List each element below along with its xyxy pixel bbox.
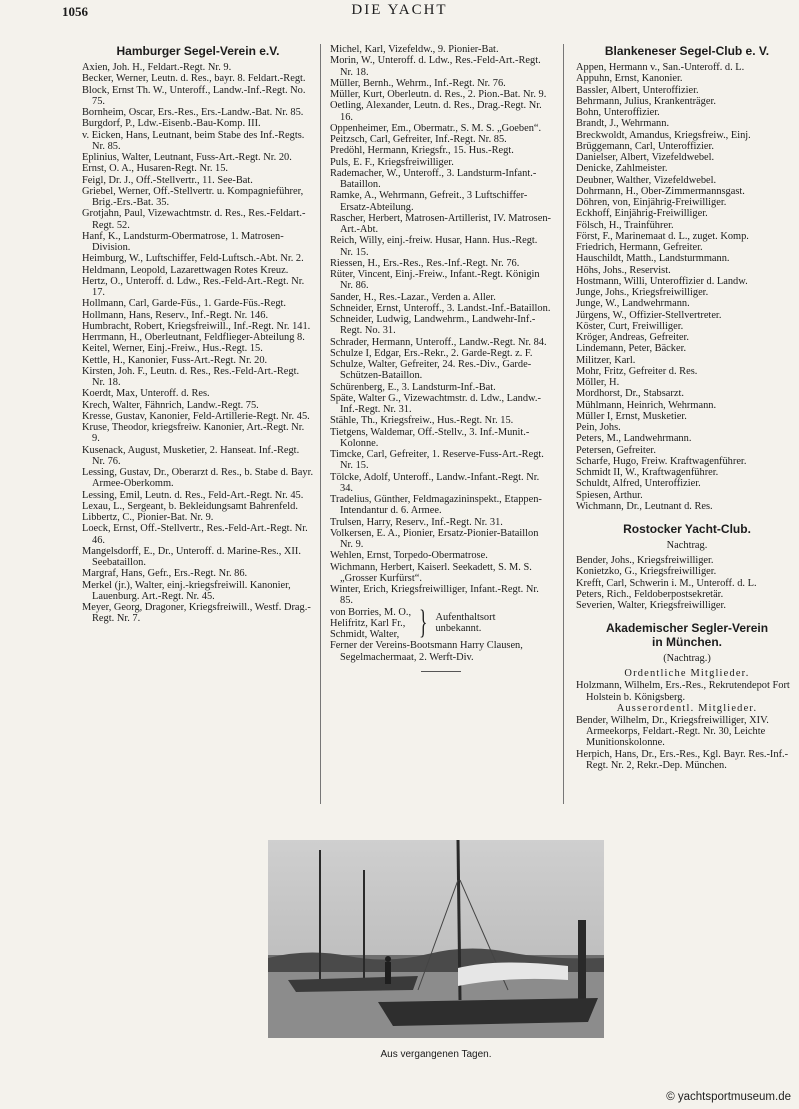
group-note-line: Aufenthaltsort: [435, 612, 496, 624]
member-entry: Späte, Walter G., Vizewachtmstr. d. Ldw., Landw.-Inf.-Regt. Nr. 31.: [330, 392, 541, 415]
member-entry: Appuhn, Ernst, Kanonier.: [576, 73, 683, 85]
member-entry: Bornheim, Oscar, Ers.-Res., Ers.-Landw.-Bat. Nr. 85.: [82, 107, 304, 118]
photo-caption: Aus vergangenen Tagen.: [380, 1049, 492, 1060]
member-entry: Eckhoff, Einjährig-Freiwilliger.: [576, 208, 708, 220]
club-title-muenchen-2: in München.: [652, 635, 722, 650]
member-entry: Predöhl, Hermann, Kriegsfr., 15. Hus.-Regt.: [330, 145, 514, 157]
member-entry: Becker, Werner, Leutn. d. Res., bayr. 8. Feldart.-Regt.: [82, 73, 306, 85]
member-entry: Mangelsdorff, E., Dr., Unteroff. d. Marine-Res., XII. Seebataillon.: [82, 545, 301, 568]
member-entry: Kröger, Andreas, Gefreiter.: [576, 332, 689, 343]
member-list-blankenese: [576, 62, 798, 512]
member-entry: Köster, Curt, Freiwilliger.: [576, 320, 684, 332]
member-entry: Friedrich, Hermann, Gefreiter.: [576, 242, 703, 253]
column-divider-1: [320, 44, 321, 804]
member-entry: Lessing, Emil, Leutn. d. Res., Feld-Art.-Regt. Nr. 45.: [82, 489, 304, 501]
watermark: © yachtsportmuseum.de: [666, 1091, 791, 1103]
member-entry: Müller I, Ernst, Musketier.: [576, 410, 687, 422]
member-entry: Mohr, Fritz, Gefreiter d. Res.: [576, 365, 698, 377]
member-entry: Wehlen, Ernst, Torpedo-Obermatrose.: [330, 550, 488, 562]
member-entry: Stähle, Th., Kriegsfreiw., Hus.-Regt. Nr. 15.: [330, 415, 514, 427]
member-entry: Müller, Bernh., Wehrm., Inf.-Regt. Nr. 76.: [330, 77, 506, 89]
club-title-muenchen-1: Akademischer Segler-Verein: [605, 621, 769, 636]
member-list-hamburger-2: [330, 44, 552, 607]
member-entry: Brüggemann, Carl, Unteroffizier.: [576, 140, 715, 152]
member-entry: Timcke, Carl, Gefreiter, 1. Reserve-Fuss-Art.-Regt. Nr. 15.: [330, 449, 544, 472]
member-entry: Sander, H., Res.-Lazar., Verden a. Aller.: [330, 291, 496, 303]
member-entry: Volkersen, E. A., Pionier, Ersatz-Pionier-Bataillon Nr. 9.: [330, 527, 539, 550]
brace-icon: }: [419, 604, 428, 642]
member-entry: Block, Ernst Th. W., Unteroff., Landw.-Inf.-Regt. No. 75.: [82, 84, 306, 107]
club-title-rostock: Rostocker Yacht-Club.: [623, 522, 751, 536]
member-entry: Schrader, Hermann, Unteroff., Landw.-Regt. Nr. 84.: [330, 336, 547, 348]
member-entry: Höhs, Johs., Reservist.: [576, 264, 671, 276]
club-title-hamburger: Hamburger Segel-Verein e.V.: [116, 44, 280, 58]
member-entry: Danielser, Albert, Vizefeldwebel.: [576, 152, 715, 163]
member-list-rostock: [576, 555, 798, 611]
column-2: [330, 44, 552, 672]
member-entry: Holzmann, Wilhelm, Ers.-Res., Rekrutendepot Fort Holstein b. Königsberg.: [576, 680, 790, 703]
member-entry: Michel, Karl, Vizefeldw., 9. Pionier-Bat.: [330, 44, 499, 55]
member-entry: Bender, Wilhelm, Dr., Kriegsfreiwilliger, XIV. Armeekorps, Feldart.-Regt. Nr. 30, Leichte Munitionskolonne.: [576, 714, 769, 749]
separator: [421, 671, 461, 672]
member-entry: Rademacher, W., Unteroff., 3. Landsturm-Infant.-Bataillon.: [330, 167, 537, 190]
magazine-title: DIE YACHT: [351, 2, 448, 18]
member-entry: Hertz, O., Unteroff. d. Ldw., Res.-Feld-Art.-Regt. Nr. 17.: [82, 275, 305, 298]
member-entry: Peters, Rich., Feldoberpostsekretär.: [576, 588, 724, 600]
muenchen-subtitle: (Nachtrag.): [663, 653, 711, 665]
member-entry: Müller, Kurt, Oberleutn. d. Res., 2. Pion.-Bat. Nr. 9.: [330, 89, 547, 100]
member-entry: Peters, M., Landwehrmann.: [576, 433, 692, 445]
member-entry: Axien, Joh. H., Feldart.-Regt. Nr. 9.: [82, 62, 232, 73]
member-list-hamburger-1: [82, 62, 314, 625]
member-entry: Grotjahn, Paul, Vizewachtmstr. d. Res., Res.-Feldart.-Regt. 52.: [82, 208, 306, 231]
member-entry: Lexau, L., Sergeant, b. Bekleidungsamt Bahrenfeld.: [82, 500, 298, 512]
member-entry: Winter, Erich, Kriegsfreiwilliger, Infant.-Regt. Nr. 85.: [330, 584, 539, 607]
member-entry: Schneider, Ernst, Unteroff., 3. Landst.-Inf.-Bataillon.: [330, 302, 551, 314]
member-entry: Trulsen, Harry, Reserv., Inf.-Regt. Nr. 31.: [330, 516, 503, 528]
member-entry: Keitel, Werner, Einj.-Freiw., Hus.-Regt. 15.: [82, 343, 263, 355]
footer-entry: Ferner der Vereins-Bootsmann Harry Clausen, Segelmachermaat, 2. Werft-Div.: [330, 640, 523, 663]
member-entry: Appen, Hermann v., San.-Unteroff. d. L.: [576, 62, 745, 73]
member-entry: Schuldt, Alfred, Unteroffizier.: [576, 478, 701, 490]
member-entry: Hollmann, Carl, Garde-Füs., 1. Garde-Füs.-Regt.: [82, 298, 287, 310]
member-entry: Spiesen, Arthur.: [576, 489, 643, 501]
member-entry: Wichmann, Herbert, Kaiserl. Seekadett, S. M. S. „Grosser Kurfürst“.: [330, 561, 532, 584]
member-entry: Döhren, von, Einjährig-Freiwilliger.: [576, 197, 727, 208]
member-entry: Bohn, Unteroffizier.: [576, 107, 660, 118]
historic-photo: [268, 840, 604, 1038]
member-entry: Burgdorf, P., Ldw.-Eisenb.-Bau-Komp. III.: [82, 118, 261, 130]
member-entry: Kettle, H., Kanonier, Fuss-Art.-Regt. Nr. 20.: [82, 354, 268, 366]
group-name: von Borries, M. O.,: [330, 606, 412, 618]
member-entry: Jürgens, W., Offizier-Stellvertreter.: [576, 309, 722, 321]
member-entry: Libbertz, C., Pionier-Bat. Nr. 9.: [82, 512, 214, 523]
photo-person: [385, 962, 391, 984]
member-entry: Bassler, Albert, Unteroffizier.: [576, 84, 699, 96]
member-entry: Tölcke, Adolf, Unteroff., Landw.-Infant.-Regt. Nr. 34.: [330, 471, 540, 494]
group-note-line: unbekannt.: [435, 623, 482, 635]
member-entry: Dohrmann, H., Ober-Zimmermannsgast.: [576, 185, 745, 197]
member-entry: Hanf, K., Landsturm-Obermatrose, 1. Matrosen-Division.: [82, 230, 284, 253]
unknown-whereabouts-group: [330, 604, 552, 642]
photo-person-head: [385, 956, 391, 962]
member-list-muenchen-ordentlich: [576, 680, 798, 703]
photo-illustration: [268, 840, 604, 1038]
member-entry: Hostmann, Willi, Unteroffizier d. Landw.: [576, 275, 748, 287]
member-entry: Bender, Johs., Kriegsfreiwilliger.: [576, 555, 714, 566]
member-entry: Kirsten, Joh. F., Leutn. d. Res., Res.-Feld-Art.-Regt. Nr. 18.: [82, 365, 300, 388]
member-entry: Pein, Johs.: [576, 422, 621, 433]
member-entry: Schmidt II, W., Kraftwagenführer.: [576, 467, 719, 478]
member-entry: Loeck, Ernst, Off.-Stellvertr., Res.-Feld-Art.-Regt. Nr. 46.: [82, 523, 308, 546]
member-entry: Mordhorst, Dr., Stabsarzt.: [576, 388, 684, 400]
member-entry: Griebel, Werner, Off.-Stellvertr. u. Kompagnieführer, Brig.-Ers.-Bat. 35.: [82, 185, 304, 208]
member-entry: Morin, W., Unteroff. d. Ldw., Res.-Feld-Art.-Regt. Nr. 18.: [330, 55, 541, 78]
member-entry: Krefft, Carl, Schwerin i. M., Unteroff. d. L.: [576, 577, 757, 589]
member-entry: Petersen, Gefreiter.: [576, 444, 656, 456]
member-entry: Herrmann, H., Oberleutnant, Feldflieger-Abteilung 8.: [82, 332, 305, 343]
member-entry: Schneider, Ludwig, Landwehrm., Landwehr-Inf.-Regt. No. 31.: [330, 314, 536, 337]
member-entry: Schulze I, Edgar, Ers.-Rekr., 2. Garde-Regt. z. F.: [330, 347, 533, 359]
member-entry: Rascher, Herbert, Matrosen-Artillerist, IV. Matrosen-Art.-Abt.: [330, 212, 551, 235]
member-entry: Puls, E. F., Kriegsfreiwilliger.: [330, 156, 454, 168]
group-name: Helifritz, Karl Fr.,: [330, 617, 406, 629]
member-entry: Krech, Walter, Fähnrich, Landw.-Regt. 75.: [82, 399, 259, 411]
member-entry: Rüter, Vincent, Einj.-Freiw., Infant.-Regt. Königin Nr. 86.: [330, 269, 540, 292]
member-entry: Heldmann, Leopold, Lazarettwagen Rotes Kreuz.: [82, 264, 289, 276]
member-entry: Denicke, Zahlmeister.: [576, 163, 668, 175]
member-entry: Mühlmann, Heinrich, Wehrmann.: [576, 399, 717, 411]
group-note: [435, 612, 495, 635]
member-entry: Deubner, Walther, Vizefeldwebel.: [576, 174, 717, 186]
member-list-muenchen-ausserordentlich: [576, 715, 798, 771]
group-name: Schmidt, Walter,: [330, 629, 400, 640]
member-entry: Konietzko, G., Kriegsfreiwilliger.: [576, 566, 717, 578]
member-entry: Herpich, Hans, Dr., Ers.-Res., Kgl. Bayr. Res.-Inf.-Regt. Nr. 2, Rekr.-Dep. München.: [576, 748, 789, 771]
member-entry: Schürenberg, E., 3. Landsturm-Inf.-Bat.: [330, 381, 496, 393]
member-entry: Severien, Walter, Kriegsfreiwilliger.: [576, 600, 727, 611]
member-entry: Fölsch, H., Trainführer.: [576, 219, 674, 231]
member-entry: Oetling, Alexander, Leutn. d. Res., Drag.-Regt. Nr. 16.: [330, 100, 542, 123]
page-number: 1056: [62, 4, 88, 19]
member-entry: Lindemann, Peter, Bäcker.: [576, 343, 687, 355]
member-entry: Meyer, Georg, Dragoner, Kriegsfreiwill., Westf. Drag.-Regt. Nr. 7.: [82, 602, 311, 625]
member-entry: Brandt, J., Wehrmann.: [576, 118, 670, 130]
member-entry: Junge, Johs., Kriegsfreiwilliger.: [576, 287, 709, 298]
group-names: [330, 607, 411, 641]
member-entry: Peitzsch, Carl, Gefreiter, Inf.-Regt. Nr. 85.: [330, 134, 507, 145]
member-entry: Heimburg, W., Luftschiffer, Feld-Luftsch.-Abt. Nr. 2.: [82, 253, 304, 265]
member-entry: Riessen, H., Ers.-Res., Res.-Inf.-Regt. Nr. 76.: [330, 257, 520, 269]
column-1: [82, 44, 314, 625]
member-entry: Humbracht, Robert, Kriegsfreiwill., Inf.-Regt. Nr. 141.: [82, 320, 311, 332]
member-entry: Hauschildt, Matth., Landsturmmann.: [576, 253, 730, 265]
member-entry: Wichmann, Dr., Leutnant d. Res.: [576, 500, 713, 512]
member-entry: Kruse, Theodor, kriegsfreiw. Kanonier, Art.-Regt. Nr. 9.: [82, 422, 305, 445]
member-entry: Koerdt, Max, Unteroff. d. Res.: [82, 388, 210, 400]
column-divider-2: [563, 44, 564, 804]
member-entry: Militzer, Karl.: [576, 354, 636, 366]
member-entry: Feigl, Dr. J., Off.-Stellvertr., 11. See-Bat.: [82, 174, 253, 186]
member-entry: Möller, H.: [576, 377, 620, 388]
member-entry: Först, F., Marinemaat d. L., zuget. Komp.: [576, 230, 749, 242]
member-entry: Merkel (jr.), Walter, einj.-kriegsfreiwill. Kanonier, Lauenburg. Art.-Regt. Nr. 45.: [82, 579, 291, 602]
member-entry: Ernst, O. A., Husaren-Regt. Nr. 15.: [82, 163, 229, 175]
member-entry: Eplinius, Walter, Leutnant, Fuss-Art.-Regt. Nr. 20.: [82, 152, 292, 163]
member-entry: Margraf, Hans, Gefr., Ers.-Regt. Nr. 86.: [82, 568, 248, 580]
photo-boat-2: [378, 998, 598, 1026]
member-entry: Ramke, A., Wehrmann, Gefreit., 3 Luftschiffer-Ersatz-Abteilung.: [330, 190, 528, 213]
member-entry: Scharfe, Hugo, Freiw. Kraftwagenführer.: [576, 455, 747, 467]
club-title-blankenese: Blankeneser Segel-Club e. V.: [604, 44, 770, 58]
member-entry: Breckwoldt, Amandus, Kriegsfreiw., Einj.: [576, 129, 751, 141]
member-entry: Lessing, Gustav, Dr., Oberarzt d. Res., b. Stabe d. Bayr. Armee-Oberkomm.: [82, 467, 314, 490]
rostock-subtitle: Nachtrag.: [666, 540, 708, 551]
member-entry: Behrmann, Julius, Krankenträger.: [576, 95, 716, 107]
member-entry: v. Eicken, Hans, Leutnant, beim Stabe des Inf.-Regts. Nr. 85.: [82, 129, 305, 152]
member-entry: Reich, Willy, einj.-freiw. Husar, Hann. Hus.-Regt. Nr. 15.: [330, 235, 538, 258]
member-entry: Tradelius, Günther, Feldmagazininspekt., Etappen-Intendantur d. 6. Armee.: [330, 494, 542, 517]
member-entry: Hollmann, Hans, Reserv., Inf.-Regt. Nr. 146.: [82, 309, 269, 321]
member-entry: Kusenack, August, Musketier, 2. Hanseat. Inf.-Regt. Nr. 76.: [82, 444, 300, 467]
page-header: [0, 2, 799, 22]
member-entry: Tietgens, Waldemar, Off.-Stellv., 3. Inf.-Munit.-Kolonne.: [330, 426, 530, 449]
member-entry: Kresse, Gustav, Kanonier, Feld-Artillerie-Regt. Nr. 45.: [82, 410, 310, 422]
photo-post: [578, 920, 586, 1000]
section-label-ordentlich: Ordentliche Mitglieder.: [624, 668, 750, 680]
column-3: [576, 44, 798, 771]
member-entry: Junge, W., Landwehrmann.: [576, 298, 690, 310]
section-label-ausserordentlich: Ausserordentl. Mitglieder.: [616, 702, 758, 714]
member-entry: Oppenheimer, Em., Obermatr., S. M. S. „Goeben“.: [330, 122, 542, 134]
member-entry: Schulze, Walter, Gefreiter, 24. Res.-Div., Garde-Schützen-Bataillon.: [330, 359, 532, 382]
